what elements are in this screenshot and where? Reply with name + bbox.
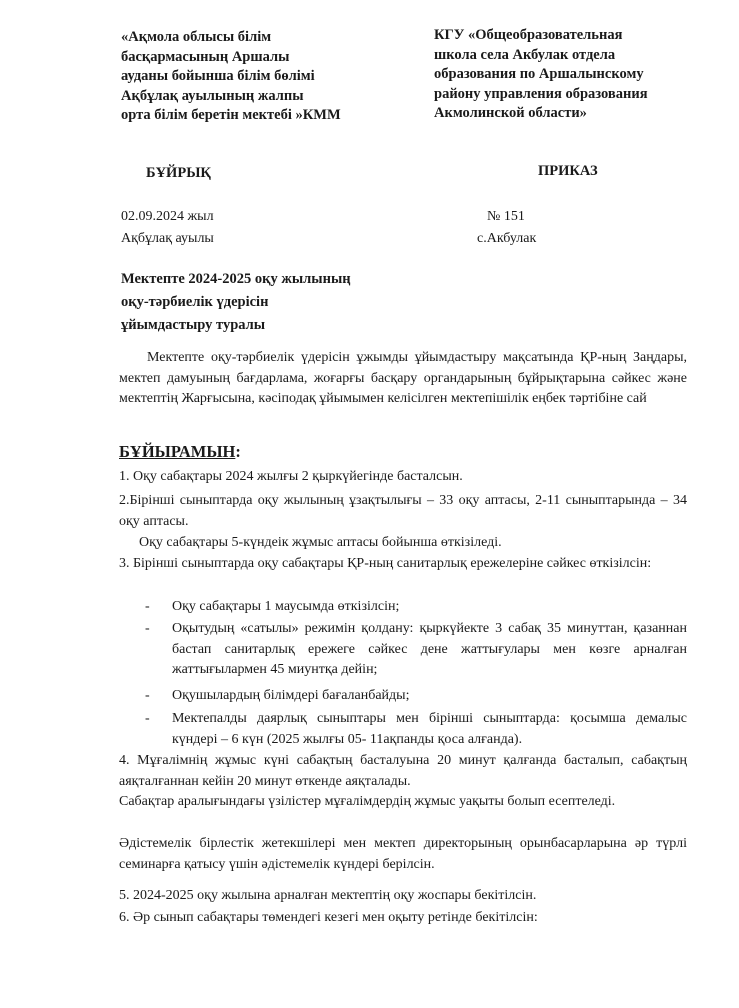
dash-marker: -: [145, 621, 150, 636]
list-item-text: Оқу сабақтары 1 маусымда өткізілсін;: [172, 599, 400, 614]
subject-line: ұйымдастыру туралы: [121, 317, 266, 333]
header-kazakh-line: «Ақмола облысы білім: [121, 29, 272, 45]
header-kazakh-line: ауданы бойынша білім бөлімі: [121, 68, 315, 84]
item-2: 2.Бірінші сыныптарда оқу жылының ұзақтылығы – 33 оқу аптасы, 2-11 сыныптарында – 34 оқу аптасы.: [119, 493, 687, 529]
item-4-breaks: Сабақтар аралығындағы үзілістер мұғалімдердің жұмыс уақыты болып есептеледі.: [119, 794, 616, 809]
item-4-methodical: Әдістемелік бірлестік жетекшілері мен мектеп директорының орынбасарларына әр түрлі семинарға қатысу үшін әдістемелік күндері берілсін.: [119, 836, 687, 872]
header-kazakh-line: басқармасының Аршалы: [121, 48, 290, 65]
item-5: 5. 2024-2025 оқу жылына арналған мектептің оқу жоспары бекітілсін.: [119, 888, 537, 903]
order-date: 02.09.2024 жыл: [121, 209, 214, 224]
meta-left: [121, 206, 214, 250]
header-russian-line: Акмолинской области»: [434, 105, 587, 121]
subject-line: оқу-тәрбиелік үдерісін: [121, 294, 269, 310]
place-kazakh: Ақбұлақ ауылы: [121, 231, 214, 246]
order-subject: [121, 268, 351, 337]
order-word: БҰЙЫРАМЫН: [119, 442, 236, 461]
order-colon: :: [235, 442, 241, 461]
list-item-text: Оқытудың «сатылы» режимін қолдану: қыркүйекте 3 сабақ 35 минуттан, қазаннан бастап санитарлық ережеге сәйкес дене жаттығулары мен көзге арналған жаттығылармен 45 миунтқа дейін;: [172, 621, 687, 677]
header-russian: [434, 26, 648, 124]
list-item-text: Оқушылардың білімдері бағаланбайды;: [172, 688, 410, 703]
doc-title-russian: ПРИКАЗ: [538, 163, 598, 179]
order-heading: [119, 441, 687, 465]
header-kazakh: [121, 28, 341, 126]
doc-title-kazakh: БҰЙРЫҚ: [146, 165, 211, 181]
item-1: 1. Оқу сабақтары 2024 жылғы 2 қыркүйегінде басталсын.: [119, 469, 463, 484]
order-number: № 151: [487, 209, 525, 224]
item-2-note: Оқу сабақтары 5-күндеік жұмыс аптасы бойынша өткізіледі.: [139, 535, 502, 550]
header-kazakh-line: Ақбұлақ ауылының жалпы: [121, 87, 304, 104]
list-item: [145, 709, 687, 750]
meta-right: [477, 206, 537, 250]
subject-line: Мектепте 2024-2025 оқу жылының: [121, 271, 351, 287]
header-kazakh-line: орта білім беретін мектебі »КММ: [121, 107, 341, 123]
header-russian-line: району управления образования: [434, 85, 648, 102]
item-6: 6. Әр сынып сабақтары төмендегі кезегі мен оқыту ретінде бекітілсін:: [119, 910, 538, 925]
header-russian-line: образования по Аршалынскому: [434, 66, 644, 82]
place-russian: с.Акбулак: [477, 231, 537, 246]
list-item-text: Мектепалды даярлық сыныптары мен бірінші сыныптарда: қосымша демалыс күндері – 6 күн (2025 жылғы 05- 11ақпанды қоса алғанда).: [172, 711, 687, 747]
dash-marker: -: [145, 599, 150, 614]
header-russian-line: КГУ «Общеобразовательная: [434, 27, 623, 43]
list-item: [145, 597, 687, 618]
list-item: [145, 686, 687, 707]
item-3: 3. Бірінші сыныптарда оқу сабақтары ҚР-ның санитарлық ережелеріне сәйкес өткізілсін:: [119, 556, 652, 571]
dash-marker: -: [145, 711, 150, 726]
dash-marker: -: [145, 688, 150, 703]
preamble-paragraph: Мектепте оқу-тәрбиелік үдерісін ұжымды ұйымдастыру мақсатында ҚР-ның Заңдары, мектеп дамуының бағдарлама, жоғарғы басқару органдарының бұйрықтарына сәйкес және мектептің Жарғысына, кәсіподақ ұйымымен келісілген мектепішілік еңбек тәртібіне сай: [119, 350, 687, 406]
header-russian-line: школа села Акбулак отдела: [434, 46, 616, 63]
list-item: [145, 619, 687, 681]
item-4: 4. Мұғалімнің жұмыс күні сабақтың басталуына 20 минут қалғанда басталып, сабақтың аяқталғаннан кейін 20 минут өткенде аяқталады.: [119, 753, 687, 789]
